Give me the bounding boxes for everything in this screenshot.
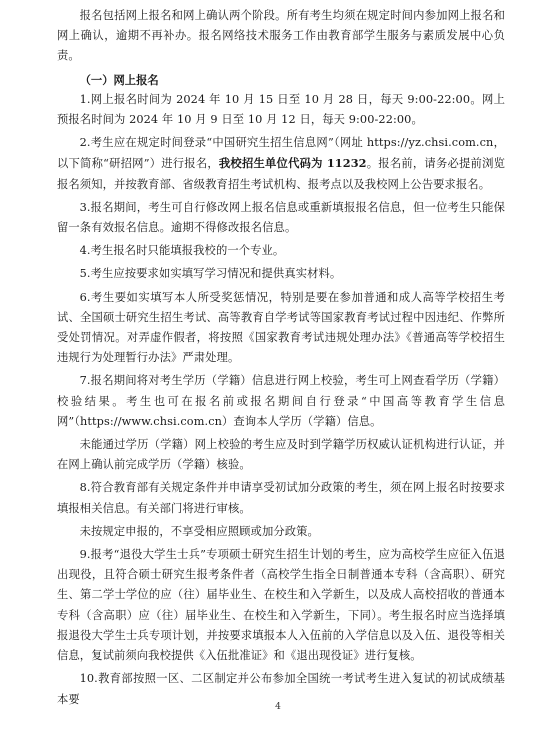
paragraph-2-text-after: 。报名前，请务必提前浏览报名须知，并按教育部、省级教育招生考试机构、报考点以及我校网上公告要求报名。	[57, 157, 505, 191]
paragraph-4: 4.考生报名时只能填报我校的一个专业。	[79, 244, 285, 258]
paragraph-9: 9.报考“退役大学生士兵”专项硕士研究生招生计划的考生，应为高校学生应征入伍退出现役，且符合硕士研究生报考条件者（高校学生指全日制普通本专科（含高职）、研究生、第二学士学位的应（往）届毕业生、在校生和入学新生，以及成人高校招收的普通本专科（含高职）应（往）届毕业生、在校生和入学新生，下同）。考生报名时应当选择填报退役大学生士兵专项计划，并按要求填报本人入伍前的入学信息以及入伍、退役等相关信息，复试前须向我校提供《入伍批准证》和《退出现役证》进行复核。	[57, 548, 505, 663]
paragraph-2-text-before: 2.考生应在规定时间登录“中国研究生招生信息网”（网址 https://yz.chsi.com.cn，以下简称“研招网”）进行报名，	[57, 136, 505, 171]
institution-code-text: 我校招生单位代码为 11232	[218, 156, 367, 171]
paragraph-6: 6.考生要如实填写本人所受奖惩情况，特别是要在参加普通和成人高等学校招生考试、全国硕士研究生招生考试、高等教育自学考试等国家教育考试过程中因违纪、作弊所受处罚情况。对弄虚作假者，将按照《国家教育考试违规处理办法》《普通高等学校招生违规行为处理暂行办法》严肃处理。	[57, 290, 505, 365]
page-number: 4	[275, 702, 281, 712]
paragraph-7b: 未能通过学历（学籍）网上校验的考生应及时到学籍学历权威认证机构进行认证，并在网上确认前完成学历（学籍）核验。	[57, 438, 505, 472]
section-heading: （一）网上报名	[79, 72, 159, 87]
paragraph-8b: 未按规定申报的，不享受相应照顾或加分政策。	[79, 524, 319, 538]
paragraph-5: 5.考生应按要求如实填写学习情况和提供真实材料。	[79, 267, 342, 281]
paragraph-3: 3.报名期间，考生可自行修改网上报名信息或重新填报报名信息，但一位考生只能保留一条有效报名信息。逾期不得修改报名信息。	[57, 200, 505, 235]
paragraph-7: 7.报名期间将对考生学历（学籍）信息进行网上校验，考生可上网查看学历（学籍）校验结果。考生也可在报名前或报名期间自行登录“中国高等教育学生信息网”（https://www.chsi.com.cn）查询本人学历（学籍）信息。	[57, 374, 505, 428]
intro-paragraph: 报名包括网上报名和网上确认两个阶段。所有考生均须在规定时间内参加网上报名和网上确认，逾期不再补办。报名网络技术服务工作由教育部学生服务与素质发展中心负责。	[57, 9, 505, 63]
paragraph-1: 1.网上报名时间为 2024 年 10 月 15 日至 10 月 28 日，每天 9:00-22:00。网上预报名时间为 2024 年 10 月 9 日至 10 月 12 日，每天 9:00-22:00。	[57, 92, 505, 127]
paragraph-2	[57, 133, 505, 195]
paragraph-10: 10.教育部按照一区、二区制定并公布参加全国统一考试考生进入复试的初试成绩基本要	[57, 672, 505, 706]
document-body	[57, 6, 505, 710]
paragraph-8: 8.符合教育部有关规定条件并申请享受初试加分政策的考生，须在网上报名时按要求填报相关信息。有关部门将进行审核。	[57, 481, 505, 515]
